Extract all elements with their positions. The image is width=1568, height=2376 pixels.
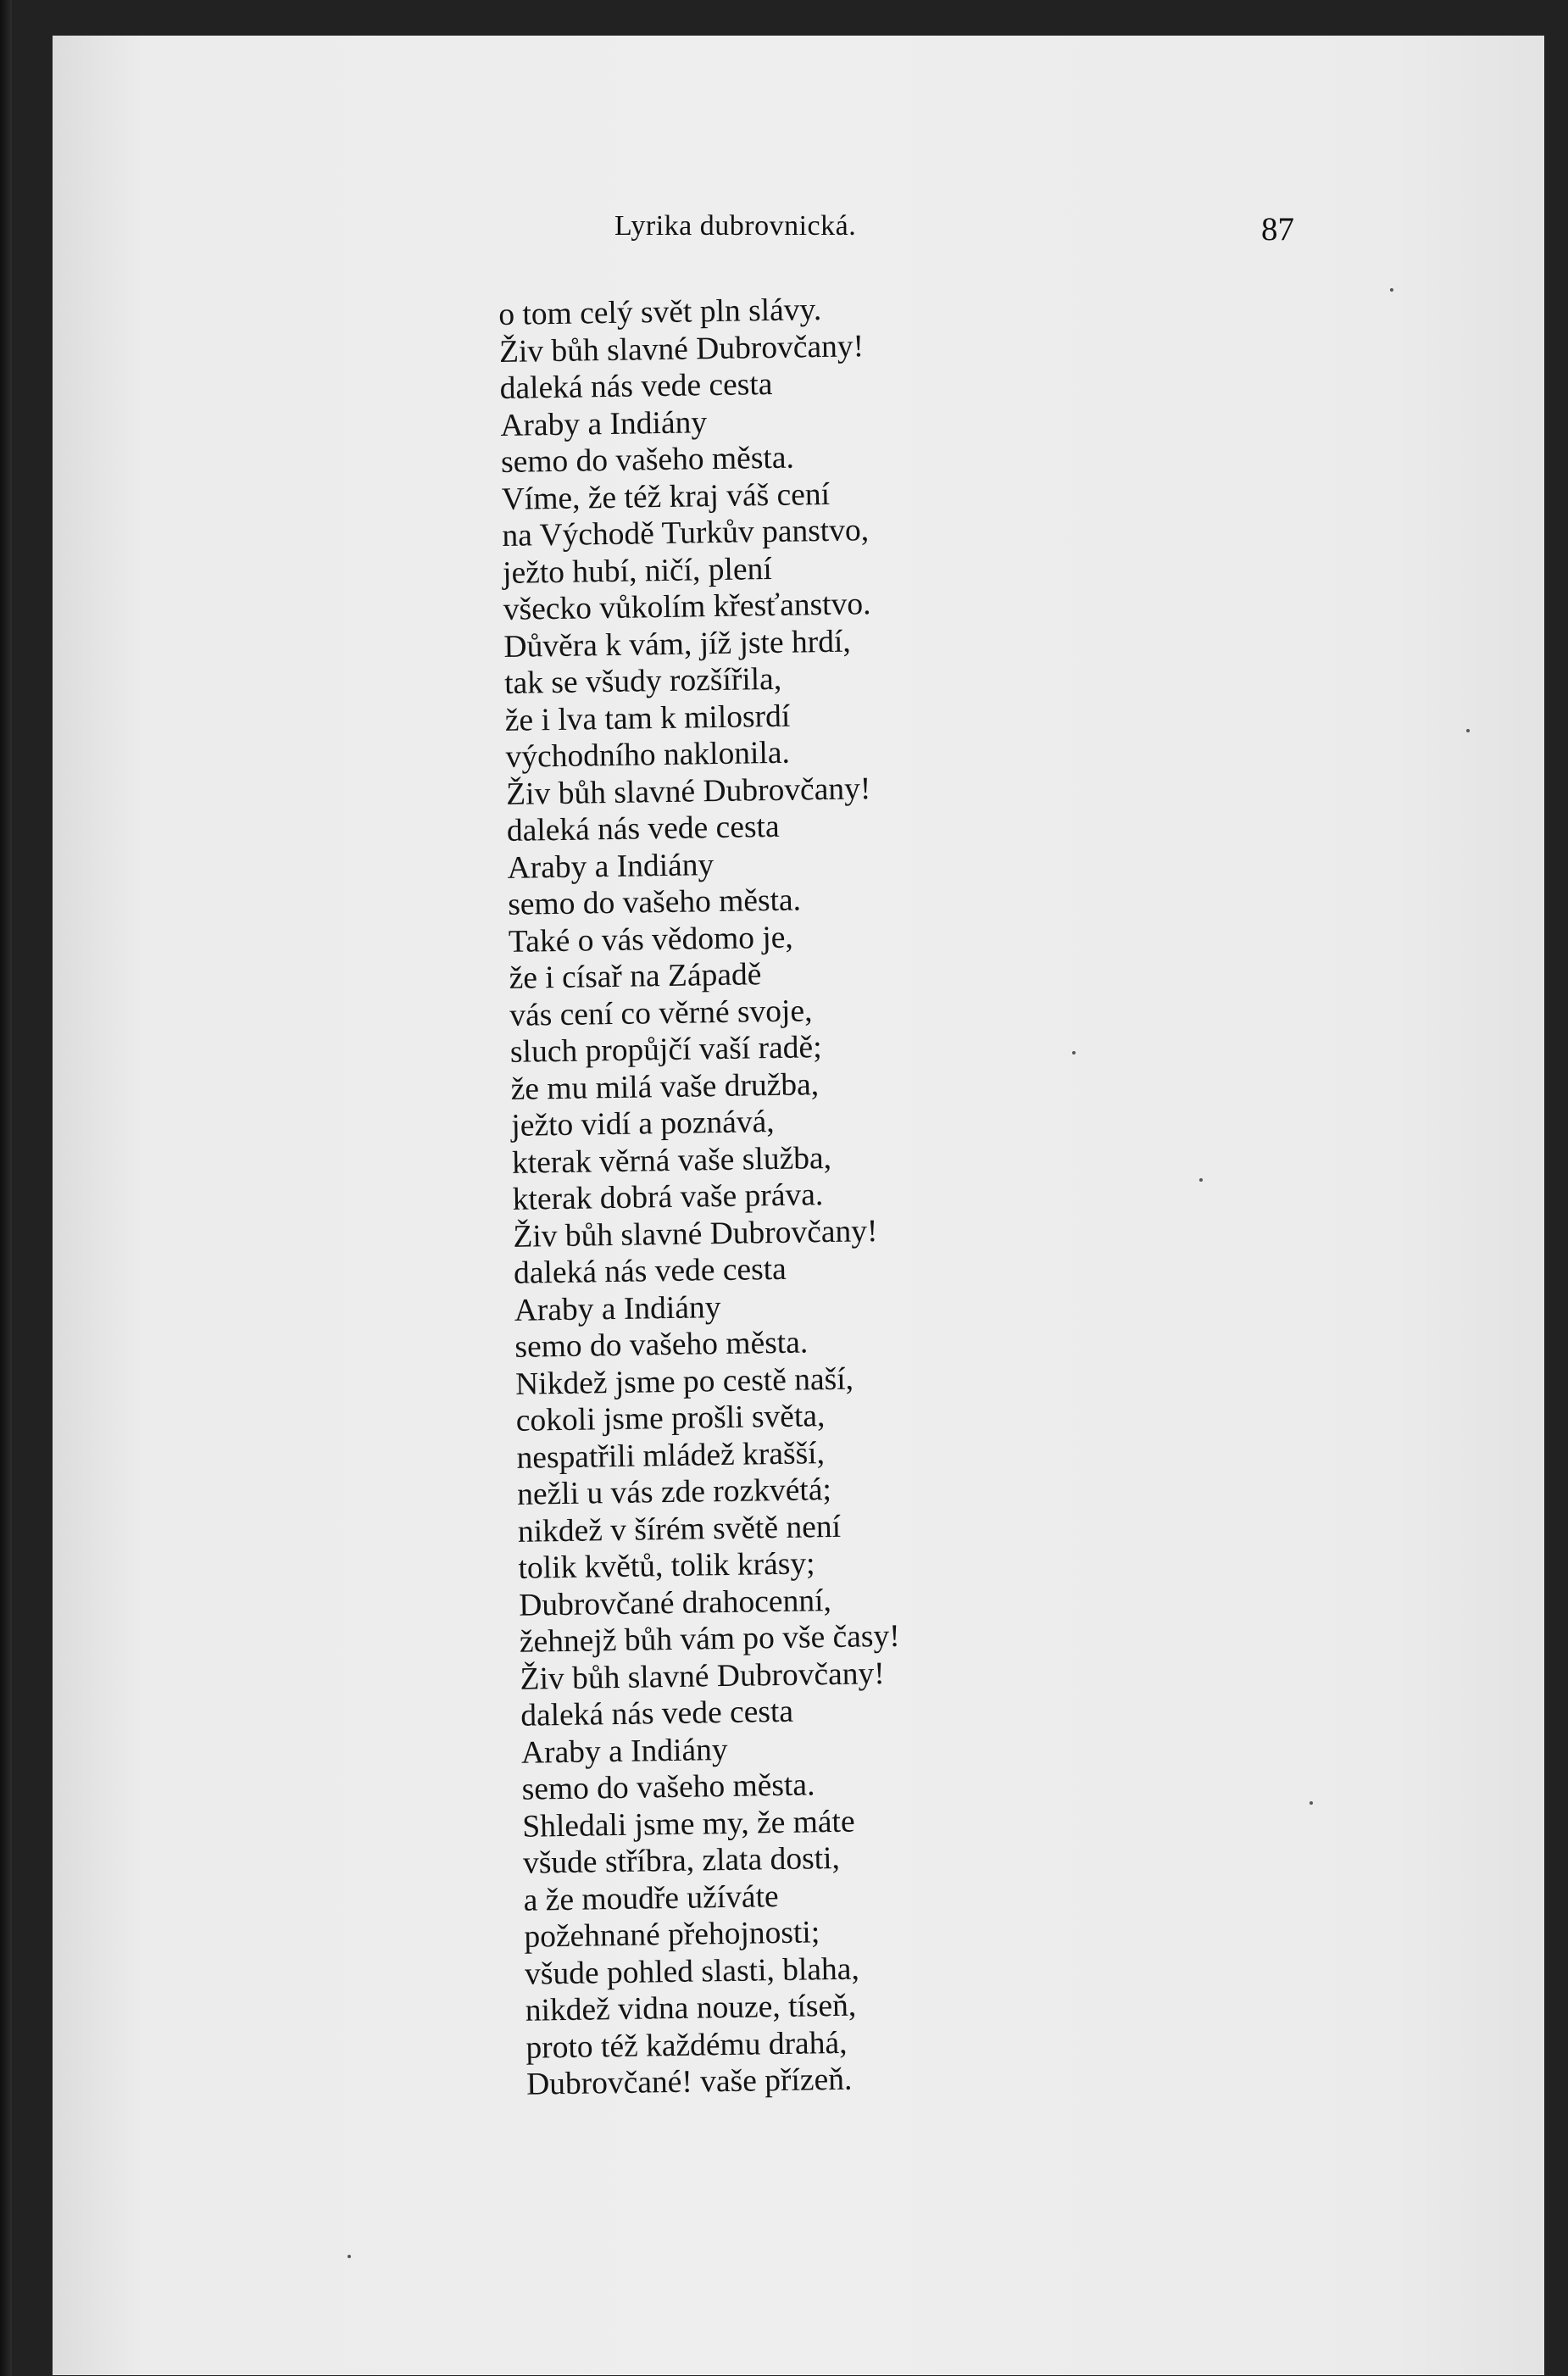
poem-body <box>498 283 1374 2103</box>
poem-line: že i lva tam k milosrdí <box>504 698 791 738</box>
poem-line: kterak dobrá vaše práva. <box>512 1177 824 1217</box>
poem-line: o tom celý svět pln slávy. <box>498 292 822 332</box>
poem-line: všude stříbra, zlata dosti, <box>522 1840 841 1881</box>
binding-edge <box>0 0 12 2376</box>
poem-line: všude pohled slasti, blaha, <box>524 1951 860 1992</box>
poem-line: že mu milá vaše družba, <box>510 1066 820 1107</box>
poem-line: Živ bůh slavné Dubrovčany! <box>513 1213 878 1255</box>
page-header <box>0 210 1568 261</box>
poem-line: nespatřili mládež krašší, <box>516 1435 826 1476</box>
poem-line: Shledali jsme my, že máte <box>522 1804 855 1845</box>
poem-line: daleká nás vede cesta <box>506 809 780 849</box>
poem-line: proto též každému drahá, <box>525 2025 848 2066</box>
poem-line: Araby a Indiány <box>500 404 708 443</box>
poem-line: nikdež v šírém světě není <box>517 1509 842 1550</box>
poem-line: všecko vůkolím křesťanstvo. <box>503 587 871 627</box>
poem-line: semo do vašeho města. <box>514 1325 809 1365</box>
poem-line: žehnejž bůh vám po vše časy! <box>519 1618 900 1660</box>
poem-line: sluch propůjčí vaší radě; <box>509 1030 822 1070</box>
poem-line: semo do vašeho města. <box>500 440 795 480</box>
page-number: 87 <box>1261 211 1294 248</box>
poem-line: a že moudře užíváte <box>523 1878 779 1918</box>
poem-line: semo do vašeho města. <box>521 1767 815 1807</box>
poem-line: nežli u vás zde rozkvétá; <box>516 1472 832 1512</box>
paper-speck <box>1466 729 1470 732</box>
poem-line: východního naklonila. <box>505 735 791 775</box>
poem-line: cokoli jsme prošli světa, <box>515 1399 826 1438</box>
poem-line: daleká nás vede cesta <box>520 1694 794 1733</box>
poem-line: požehnané přehojnosti; <box>524 1915 820 1955</box>
poem-line: ježto hubí, ničí, plení <box>502 551 773 591</box>
poem-line: tolik květů, tolik krásy; <box>518 1546 815 1586</box>
poem-line: Nikdež jsme po cestě naší, <box>514 1361 854 1402</box>
poem-line: Víme, že též kraj váš cení <box>501 476 831 517</box>
poem-line: tak se všudy rozšířila, <box>503 661 782 701</box>
poem-line: Dubrovčané! vaše přízeň. <box>525 2062 853 2102</box>
poem-line: nikdež vidna nouze, tíseň, <box>525 1988 857 2028</box>
poem-line: Araby a Indiány <box>507 847 714 886</box>
poem-line: že i císař na Západě <box>509 957 762 996</box>
poem-line: daleká nás vede cesta <box>499 366 773 406</box>
running-title: Lyrika dubrovnická. <box>614 210 857 242</box>
poem-line: daleká nás vede cesta <box>513 1251 787 1291</box>
poem-line: vás cení co věrné svoje, <box>509 993 813 1033</box>
poem-line: Živ bůh slavné Dubrovčany! <box>498 328 865 370</box>
poem-line: kterak věrná vaše služba, <box>511 1140 832 1181</box>
paper-speck <box>1390 288 1393 292</box>
poem-line: Živ bůh slavné Dubrovčany! <box>505 771 871 812</box>
poem-line: na Východě Turkův panstvo, <box>502 513 870 554</box>
poem-line: Dubrovčané drahocenní, <box>518 1583 832 1623</box>
poem-line: Důvěra k vám, jíž jste hrdí, <box>503 624 852 665</box>
poem-line: Araby a Indiány <box>520 1732 728 1771</box>
poem-line: Také o vás vědomo je, <box>508 920 794 960</box>
poem-line: Živ bůh slavné Dubrovčany! <box>520 1655 885 1697</box>
poem-line: Araby a Indiány <box>514 1289 721 1328</box>
poem-line: ježto vidí a poznává, <box>511 1105 775 1143</box>
poem-line: semo do vašeho města. <box>507 882 802 922</box>
paper-speck <box>348 2255 351 2258</box>
